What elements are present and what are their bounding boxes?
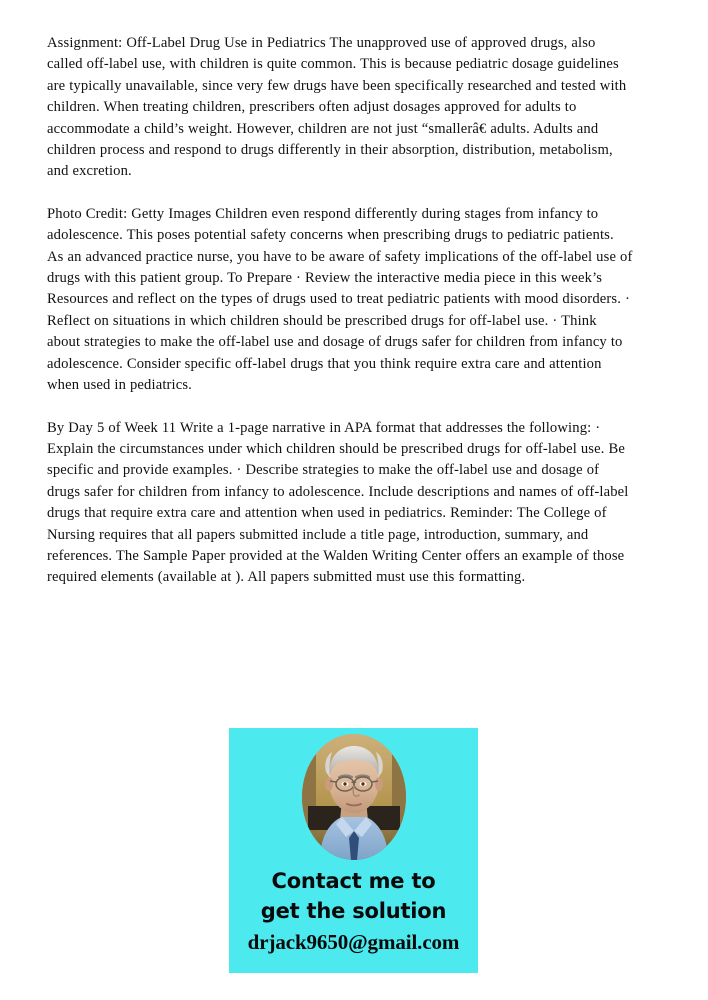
paragraph-by-day-5-instructions: By Day 5 of Week 11 Write a 1-page narrative in APA format that addresses the following: · Explain the circumstances under which children should be prescribed drugs for off-label use. Be specific and provide examples. · Describe strategies to make the off-label use and dosage of drugs safer for children from infancy to adolescence. Include descriptions and names of off-label drugs that require extra care and attention when used in pediatrics. Reminder: The College of Nursing requires that all papers submitted include a title page, introduction, summary, and references. The Sample Paper provided at the Walden Writing Center offers an example of those required elements (available at ). All papers submitted must use this formatting. bbox=[47, 419, 629, 586]
paragraph-assignment-intro: Assignment: Off-Label Drug Use in Pediatrics The unapproved use of approved drugs, also called off-label use, with children is quite common. This is because pediatric dosage guidelines are typically unavailable, since very few drugs have been specifically researched and tested with children. When treating children, prescribers often adjust dosages approved for adults to accommodate a child’s weight. However, children are not just “smallerâ€ adults. Adults and children process and respond to drugs differently in their absorption, distribution, metabolism, and excretion. bbox=[47, 35, 627, 180]
document-text-body bbox=[47, 33, 633, 589]
contact-email-address[interactable]: drjack9650@gmail.com bbox=[247, 930, 460, 954]
portrait-photo-icon bbox=[302, 734, 406, 860]
paragraph-photo-credit-and-prepare: Photo Credit: Getty Images Children even respond differently during stages from infancy to adolescence. This poses potential safety concerns when prescribing drugs to pediatric patients. As an advanced practice nurse, you have to be aware of safety implications of the off-label use of drugs with this patient group. To Prepare · Review the interactive media piece in this week’s Resources and reflect on the types of drugs used to treat pediatric patients with mood disorders. · Reflect on situations in which children should be prescribed drugs for off-label use. · Think about strategies to make the off-label use and dosage of drugs safer for children from infancy to adolescence. Consider specific off-label drugs that you think require extra care and attention when used in pediatrics. bbox=[47, 205, 633, 394]
contact-headline-line-1: Contact me to bbox=[271, 869, 436, 893]
avatar bbox=[302, 734, 406, 860]
contact-headline-line-2: get the solution bbox=[260, 899, 447, 923]
contact-card bbox=[229, 728, 478, 973]
